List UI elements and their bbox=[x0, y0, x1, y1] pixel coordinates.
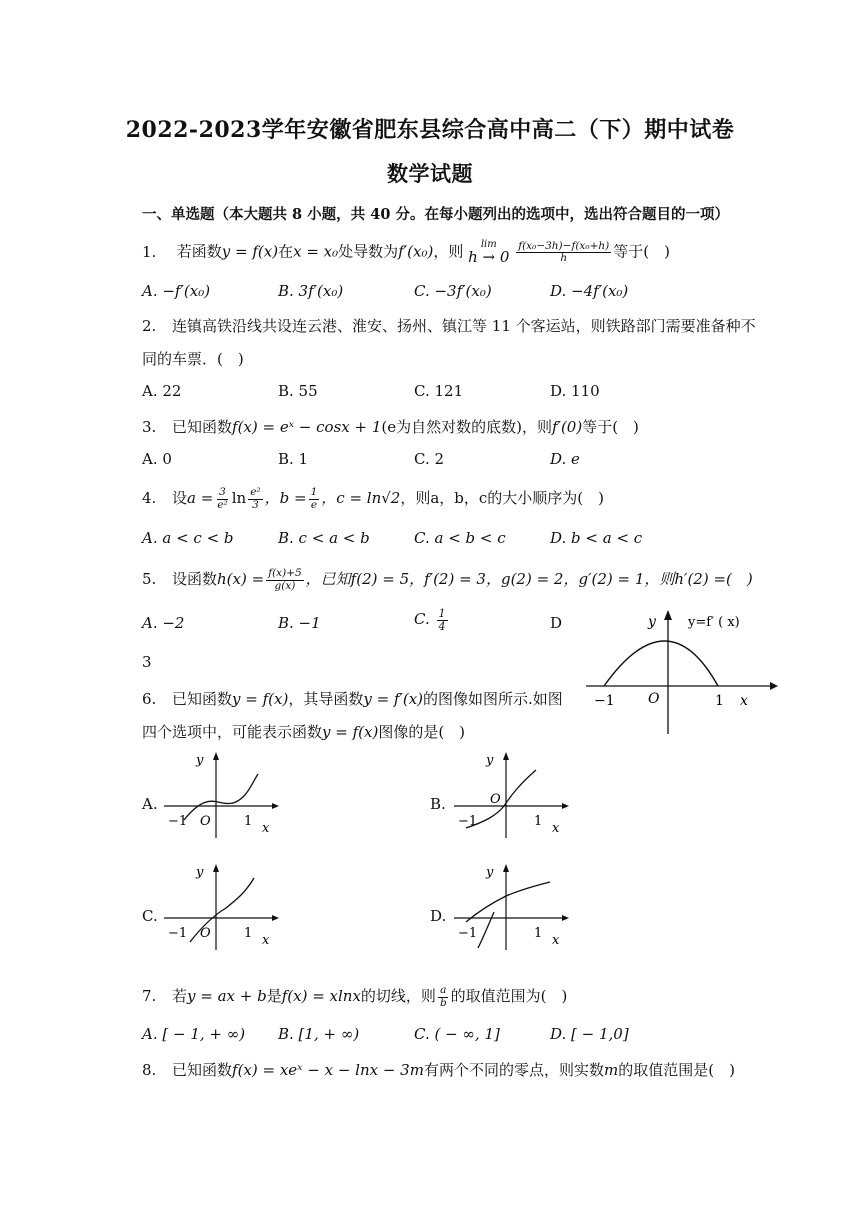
svg-text:−1: −1 bbox=[168, 926, 188, 941]
option-d[interactable]: D bbox=[550, 614, 563, 632]
option-c[interactable]: C. 2 bbox=[414, 450, 445, 468]
option-c[interactable]: C. 121 bbox=[414, 382, 464, 400]
option-d-label[interactable]: D. bbox=[430, 907, 447, 925]
option-c[interactable]: C. $\frac{1}{4}$ bbox=[414, 607, 446, 633]
question-number: 4. bbox=[142, 489, 157, 507]
svg-text:x: x bbox=[262, 933, 270, 948]
exam-subtitle: 数学试题 bbox=[387, 161, 473, 186]
svg-text:y: y bbox=[196, 753, 204, 768]
question-number: 5. bbox=[142, 570, 157, 588]
question-2: 2. 连镇高铁沿线共设连云港、淮安、扬州、镇江等 11 个客运站，则铁路部门需要准备种不 bbox=[142, 317, 756, 335]
option-d[interactable]: D. b < a < c bbox=[550, 529, 643, 547]
question-8: 8. 已知函数f(x) = xeˣ − x − lnx − 3m有两个不同的零点，则实数m的取值范围是( ) bbox=[142, 1061, 735, 1079]
svg-text:x: x bbox=[262, 821, 270, 836]
svg-text:1: 1 bbox=[534, 926, 543, 941]
option-a-graph[interactable] bbox=[160, 750, 280, 840]
option-a[interactable]: A. [ − 1, + ∞) bbox=[142, 1025, 246, 1043]
option-c[interactable]: C. −3f′(x₀) bbox=[414, 282, 492, 300]
option-b[interactable]: B. 55 bbox=[278, 382, 318, 400]
question-number: 7. bbox=[142, 987, 157, 1005]
question-6-line-2: 四个选项中，可能表示函数y = f(x)图像的是( ) bbox=[142, 723, 466, 741]
section-heading: 一、单选题（本大题共 8 小题，共 40 分。在每小题列出的选项中，选出符合题目的一项） bbox=[142, 206, 729, 223]
option-a[interactable]: A. a < c < b bbox=[142, 529, 234, 547]
option-b[interactable]: B. 3f′(x₀) bbox=[278, 282, 344, 300]
neg-one-label: −1 bbox=[594, 693, 615, 709]
option-c[interactable]: C. ( − ∞, 1] bbox=[414, 1025, 500, 1043]
question-number: 3. bbox=[142, 418, 157, 436]
fraction: $\frac{\text{f(x₀−3h)−f(x₀+h)}}{h}$ bbox=[518, 239, 610, 264]
svg-text:−1: −1 bbox=[458, 926, 478, 941]
option-a[interactable]: A. −f′(x₀) bbox=[142, 282, 211, 300]
derivative-label: y=f′ ( x) bbox=[688, 615, 740, 630]
option-d-wrap: 3 bbox=[142, 653, 152, 671]
option-c[interactable]: C. a < b < c bbox=[414, 529, 506, 547]
y-axis-arrow bbox=[664, 610, 672, 620]
option-a[interactable]: A. −2 bbox=[142, 614, 185, 632]
option-b-graph[interactable] bbox=[450, 750, 570, 840]
option-b[interactable]: B. 1 bbox=[278, 450, 309, 468]
question-5: 5. 设函数h(x) = $\frac{f(x)+5}{g(x)}$ ，已知f(2) = 5，f′(2) = 3，g(2) = 2，g′(2) = 1，则h′(2) =( ) bbox=[142, 567, 753, 592]
svg-text:−1: −1 bbox=[458, 814, 478, 829]
question-2-line-2: 同的车票．( ) bbox=[142, 350, 244, 368]
svg-text:O: O bbox=[490, 792, 501, 807]
question-number: 2. bbox=[142, 317, 157, 335]
option-d-graph[interactable] bbox=[450, 862, 570, 952]
question-3: 3. 已知函数f(x) = eˣ − cosx + 1(e为自然对数的底数)，则f′(0)等于( ) bbox=[142, 418, 639, 436]
svg-text:O: O bbox=[200, 814, 211, 829]
option-d[interactable]: D. −4f′(x₀) bbox=[550, 282, 629, 300]
derivative-graph bbox=[578, 606, 778, 736]
svg-text:1: 1 bbox=[244, 926, 253, 941]
limit-expression: lim h → 0 bbox=[468, 239, 510, 266]
option-a[interactable]: A. 22 bbox=[142, 382, 182, 400]
question-number: 8. bbox=[142, 1061, 157, 1079]
y-label: y bbox=[648, 614, 656, 630]
option-d[interactable]: D. e bbox=[550, 450, 580, 468]
svg-text:x: x bbox=[552, 933, 560, 948]
svg-text:y: y bbox=[486, 865, 494, 880]
question-1: 1. 若函数y = f(x)在x = x₀处导数为f′(x₀)，则 lim h → 0 $\frac{\text{f(x₀−3h)−f(x₀+h)}}{h}$ 等于( ) bbox=[142, 239, 670, 266]
option-b[interactable]: B. −1 bbox=[278, 614, 321, 632]
question-4: 4. 设a = $\frac{3}{\text{e²}}$ ln $\frac{\text{e²}}{3}$ ，b = $\frac{1}{e}$ ，c = ln√2，则a，b，c的大小顺序为( ) bbox=[142, 486, 605, 511]
svg-text:1: 1 bbox=[244, 814, 253, 829]
option-c-label[interactable]: C. bbox=[142, 907, 158, 925]
question-6: 6. 已知函数y = f(x)，其导函数y = f′(x)的图像如图所示.如图 bbox=[142, 690, 563, 708]
option-b[interactable]: B. [1, + ∞) bbox=[278, 1025, 360, 1043]
question-7: 7. 若y = ax + b是f(x) = xlnx的切线，则 $\frac{a}{b}$ 的取值范围为( ) bbox=[142, 984, 568, 1009]
option-a-label[interactable]: A. bbox=[142, 795, 158, 813]
one-label: 1 bbox=[715, 693, 724, 709]
option-d[interactable]: D. [ − 1,0] bbox=[550, 1025, 629, 1043]
svg-text:−1: −1 bbox=[168, 814, 188, 829]
option-a[interactable]: A. 0 bbox=[142, 450, 172, 468]
svg-text:y: y bbox=[196, 865, 204, 880]
option-b-label[interactable]: B. bbox=[430, 795, 446, 813]
exam-title: 2022-2023学年安徽省肥东县综合高中高二（下）期中试卷 bbox=[125, 117, 735, 143]
svg-text:O: O bbox=[200, 926, 211, 941]
option-d[interactable]: D. 110 bbox=[550, 382, 600, 400]
x-axis-arrow bbox=[770, 682, 778, 690]
question-number: 1. bbox=[142, 242, 157, 261]
question-number: 6. bbox=[142, 690, 157, 708]
option-b[interactable]: B. c < a < b bbox=[278, 529, 370, 547]
curve bbox=[466, 882, 550, 922]
origin-label: O bbox=[648, 691, 660, 707]
derivative-curve bbox=[604, 641, 718, 686]
svg-text:1: 1 bbox=[534, 814, 543, 829]
option-c-graph[interactable] bbox=[160, 862, 280, 952]
svg-text:y: y bbox=[486, 753, 494, 768]
svg-text:x: x bbox=[552, 821, 560, 836]
x-label: x bbox=[740, 693, 748, 709]
